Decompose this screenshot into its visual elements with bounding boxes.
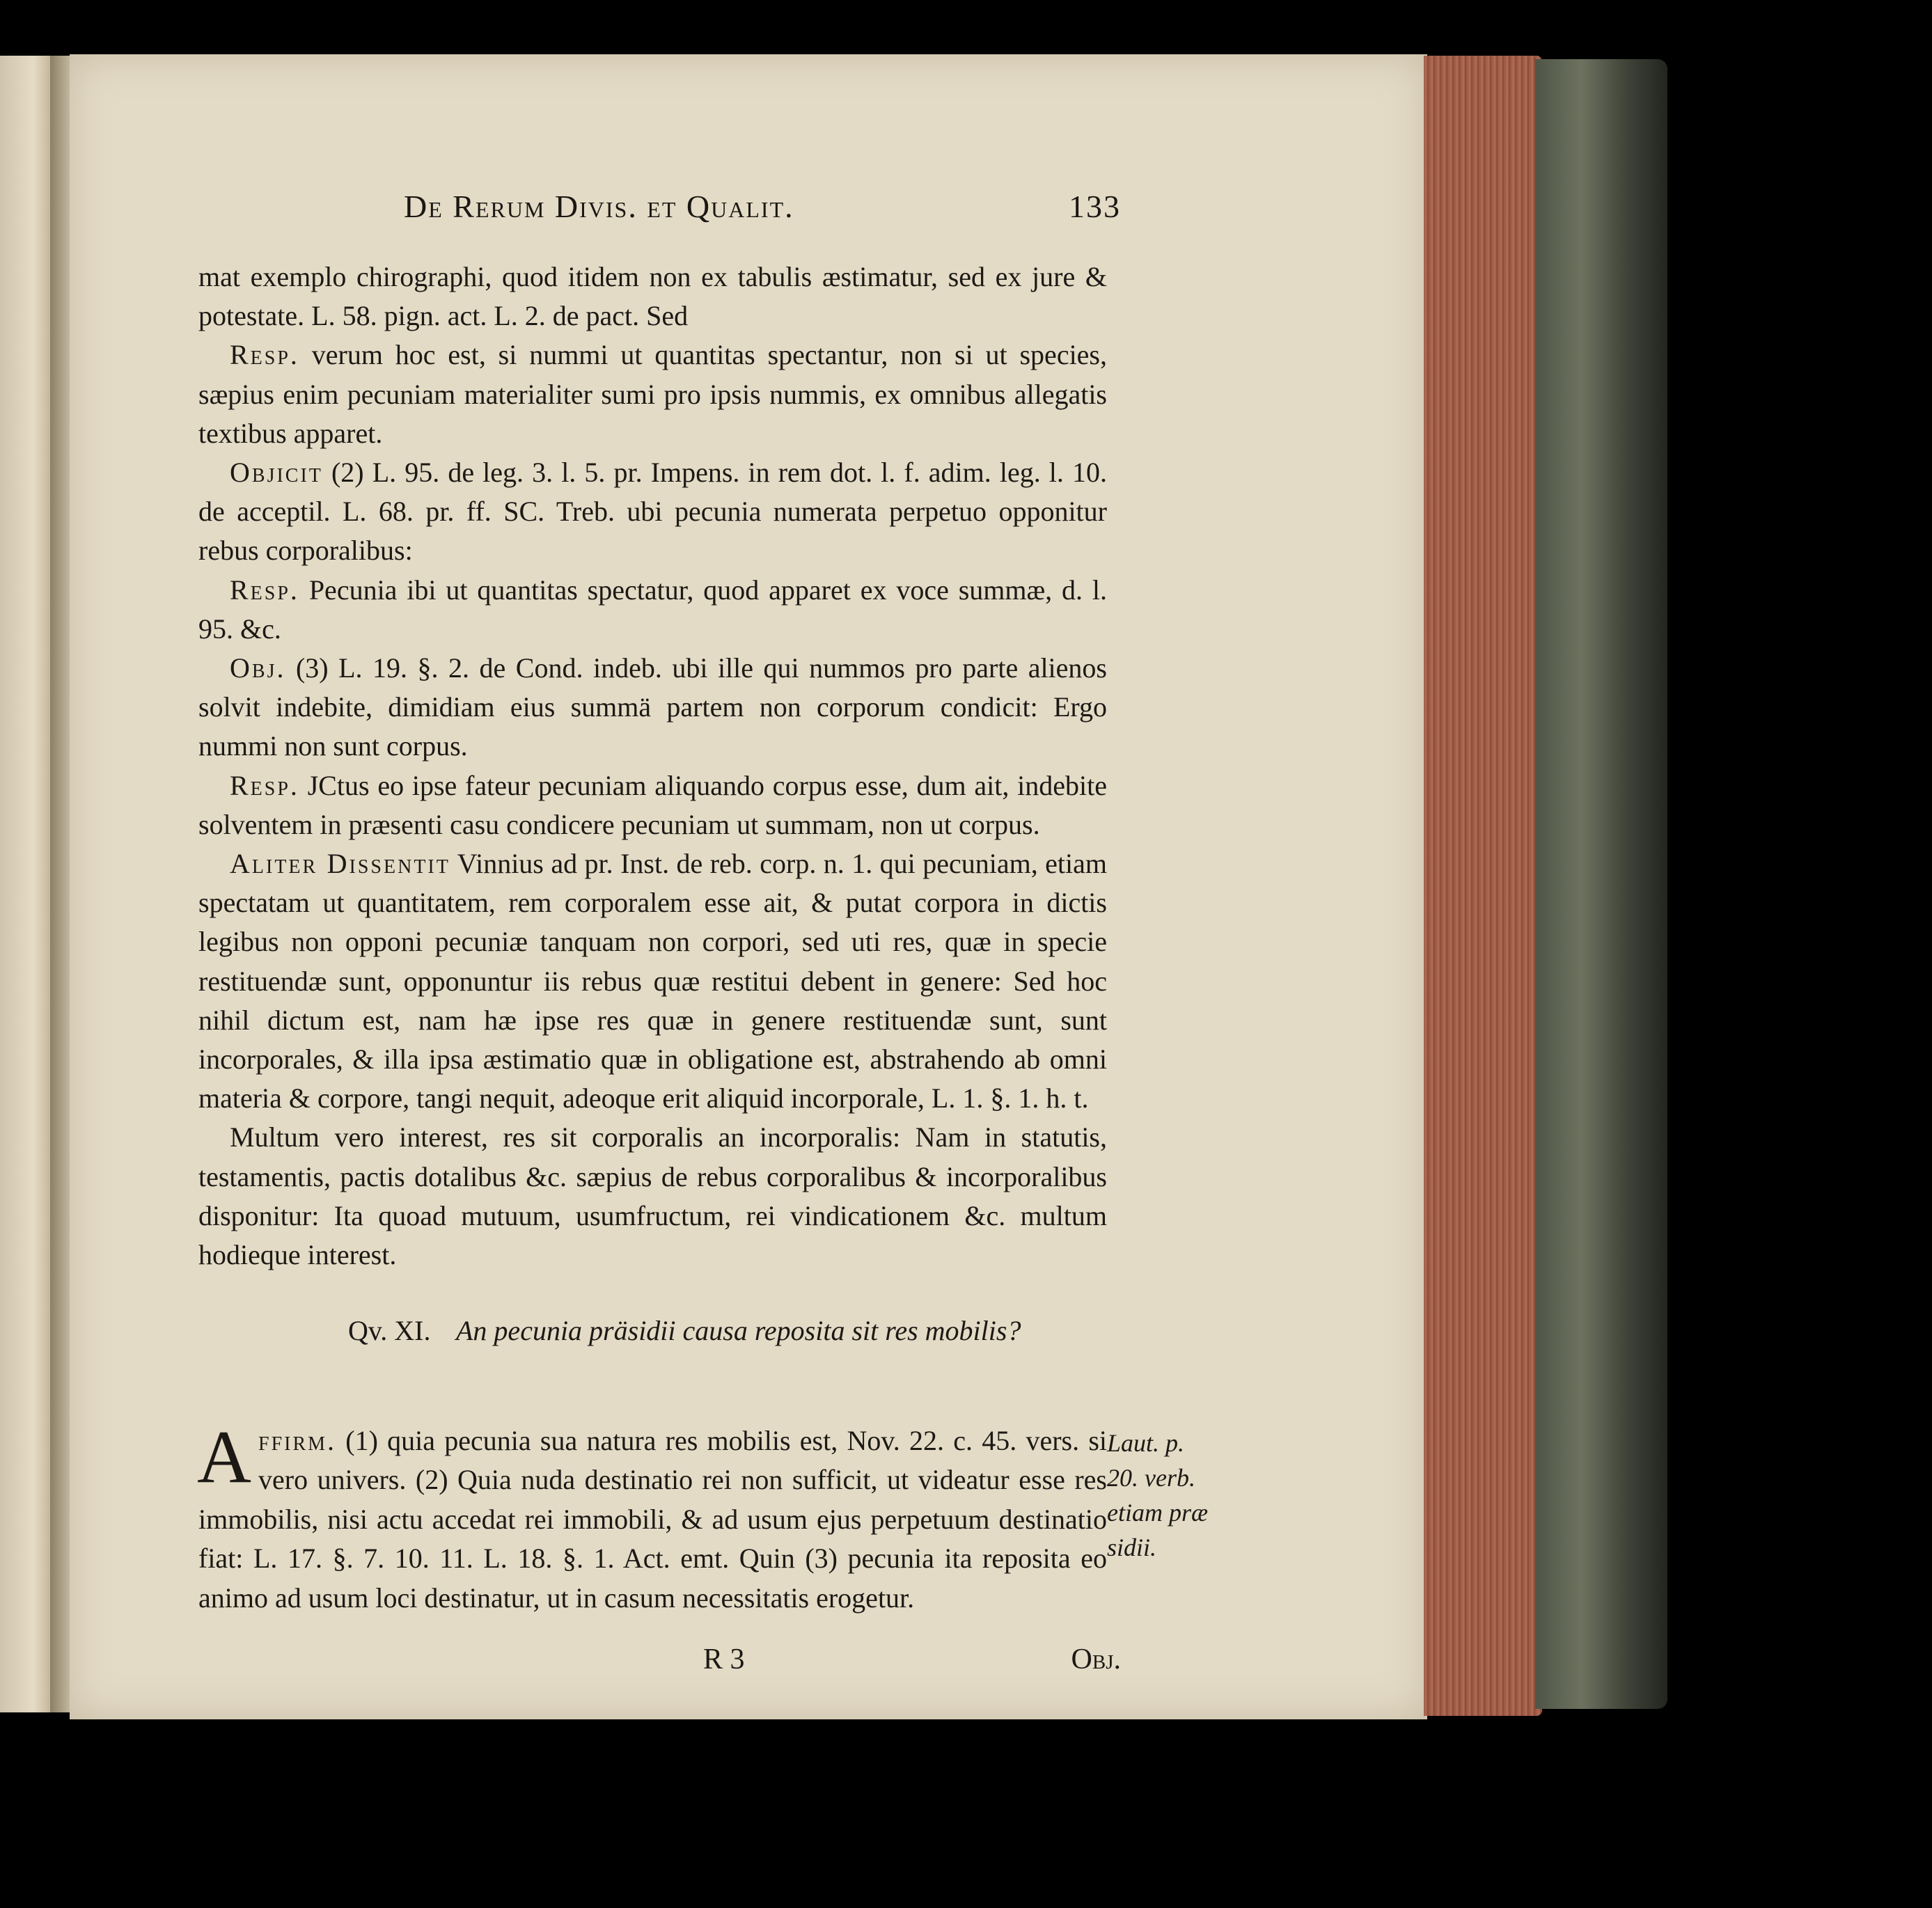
paragraph <box>198 258 1107 336</box>
paragraph-text: Pecunia ibi ut quantitas spectatur, quod apparet ex voce summæ, d. l. 95. &c. <box>198 574 1107 645</box>
paragraph <box>198 649 1107 766</box>
facing-page-edge <box>0 56 56 1712</box>
affirm-label: ffirm. <box>258 1425 337 1456</box>
paragraph <box>198 1118 1107 1275</box>
affirm-paragraph <box>197 1416 1108 1618</box>
paragraph-text: Multum vero interest, res sit corporalis an incorporalis: Nam in statutis, testamentis, pactis dotalibus &c. sæpius de rebus corporalibus & incorporalibus disponitur: Ita quoad mutuum, usumfructum, rei vindicationem &c. multum hodieque interest. <box>198 1121 1107 1271</box>
page-footer <box>703 1643 1121 1685</box>
page-block-edge <box>1424 56 1542 1716</box>
page-number: 133 <box>1069 189 1121 224</box>
margin-note-line: sidii. <box>1107 1534 1157 1561</box>
paragraph <box>198 336 1107 453</box>
paragraph-label: Resp. <box>230 769 299 801</box>
question-heading <box>265 1312 1086 1389</box>
affirm-text: (1) quia pecunia sua natura res mobilis est, Nov. 22. c. 45. vers. si vero univers. (2) Quia nuda destinatio rei non sufficit, ut videatur esse res immobilis, nisi actu accedat rei immobili, & ad usum ejus perpetuum destinatio fiat: L. 17. §. 7. 10. 11. L. 18. §. 1. Act. emt. Quin (3) pecunia ita reposita eo animo ad usum loci destinatur, ut in casum necessitatis erogetur. <box>198 1425 1108 1614</box>
catchword: Obj. <box>1071 1643 1121 1676</box>
paragraph-label: Objicit <box>230 457 323 489</box>
paragraph-text: Vinnius ad pr. Inst. de reb. corp. n. 1. qui pecuniam, etiam spectatam ut quantitatem, rem corporalem esse ait, & putat corpora in dictis legibus non opponi pecuniæ tanquam non corpori, sed uti res, quæ in specie restituendæ sunt, opponuntur iis rebus quæ restitui debent in genere: Sed hoc nihil dictum est, nam hæ ipse res quæ in genere restituendæ sunt, sunt incorporales, & illa ipsa æstimatio quæ in obligatione est, abstrahendo ab omni materia & corpore, tangi nequit, adeoque erit aliquid incorporale, L. 1. §. 1. h. t. <box>198 848 1107 1114</box>
margin-note-line: 20. verb. <box>1107 1464 1195 1492</box>
paragraph <box>198 766 1107 844</box>
paragraph <box>198 453 1107 571</box>
body-text <box>198 258 1107 1275</box>
margin-note-line: Laut. p. <box>1107 1429 1185 1457</box>
book-cover <box>1535 59 1667 1709</box>
paragraph-text: JCtus eo ipse fateur pecuniam aliquando corpus esse, dum ait, indebite solventem in præsenti casu condicere pecuniam ut summam, non ut corpus. <box>198 769 1107 840</box>
paragraph-text: (2) L. 95. de leg. 3. l. 5. pr. Impens. in rem dot. l. f. adim. leg. l. 10. de acceptil. L. 68. pr. ff. SC. Treb. ubi pecunia numerata perpetuo opponitur rebus corporalibus: <box>198 457 1108 567</box>
question-text: An pecunia präsidii causa reposita sit res mobilis? <box>456 1315 1021 1346</box>
margin-note <box>1107 1426 1225 1565</box>
paragraph <box>198 571 1107 649</box>
paragraph-label: Obj. <box>230 652 286 684</box>
paragraph-text: verum hoc est, si nummi ut quantitas spectantur, non si ut species, sæpius enim pecuniam materialiter sumi pro ipsis nummis, ex omnibus allegatis textibus apparet. <box>198 339 1108 449</box>
running-header <box>404 188 1121 237</box>
paragraph-text: mat exemplo chirographi, quod itidem non ex tabulis æstimatur, sed ex jure & potestate. L. 58. pign. act. L. 2. de pact. Sed <box>198 261 1107 332</box>
paragraph <box>198 844 1107 1118</box>
signature-mark: R 3 <box>703 1643 745 1676</box>
paragraph-label: Aliter Dissentit <box>230 848 450 880</box>
paragraph-label: Resp. <box>230 339 299 371</box>
paragraph-text: (3) L. 19. §. 2. de Cond. indeb. ubi ille qui nummos pro parte alienos solvit indebite, dimidiam eius summä partem non corporum condicit: Ergo nummi non sunt corpus. <box>198 652 1107 762</box>
running-title: De Rerum Divis. et Qualit. <box>404 189 794 224</box>
margin-note-line: etiam præ <box>1107 1499 1209 1527</box>
paragraph-label: Resp. <box>230 574 299 606</box>
drop-cap: A <box>197 1416 251 1499</box>
question-number: Qv. XI. <box>348 1315 431 1346</box>
